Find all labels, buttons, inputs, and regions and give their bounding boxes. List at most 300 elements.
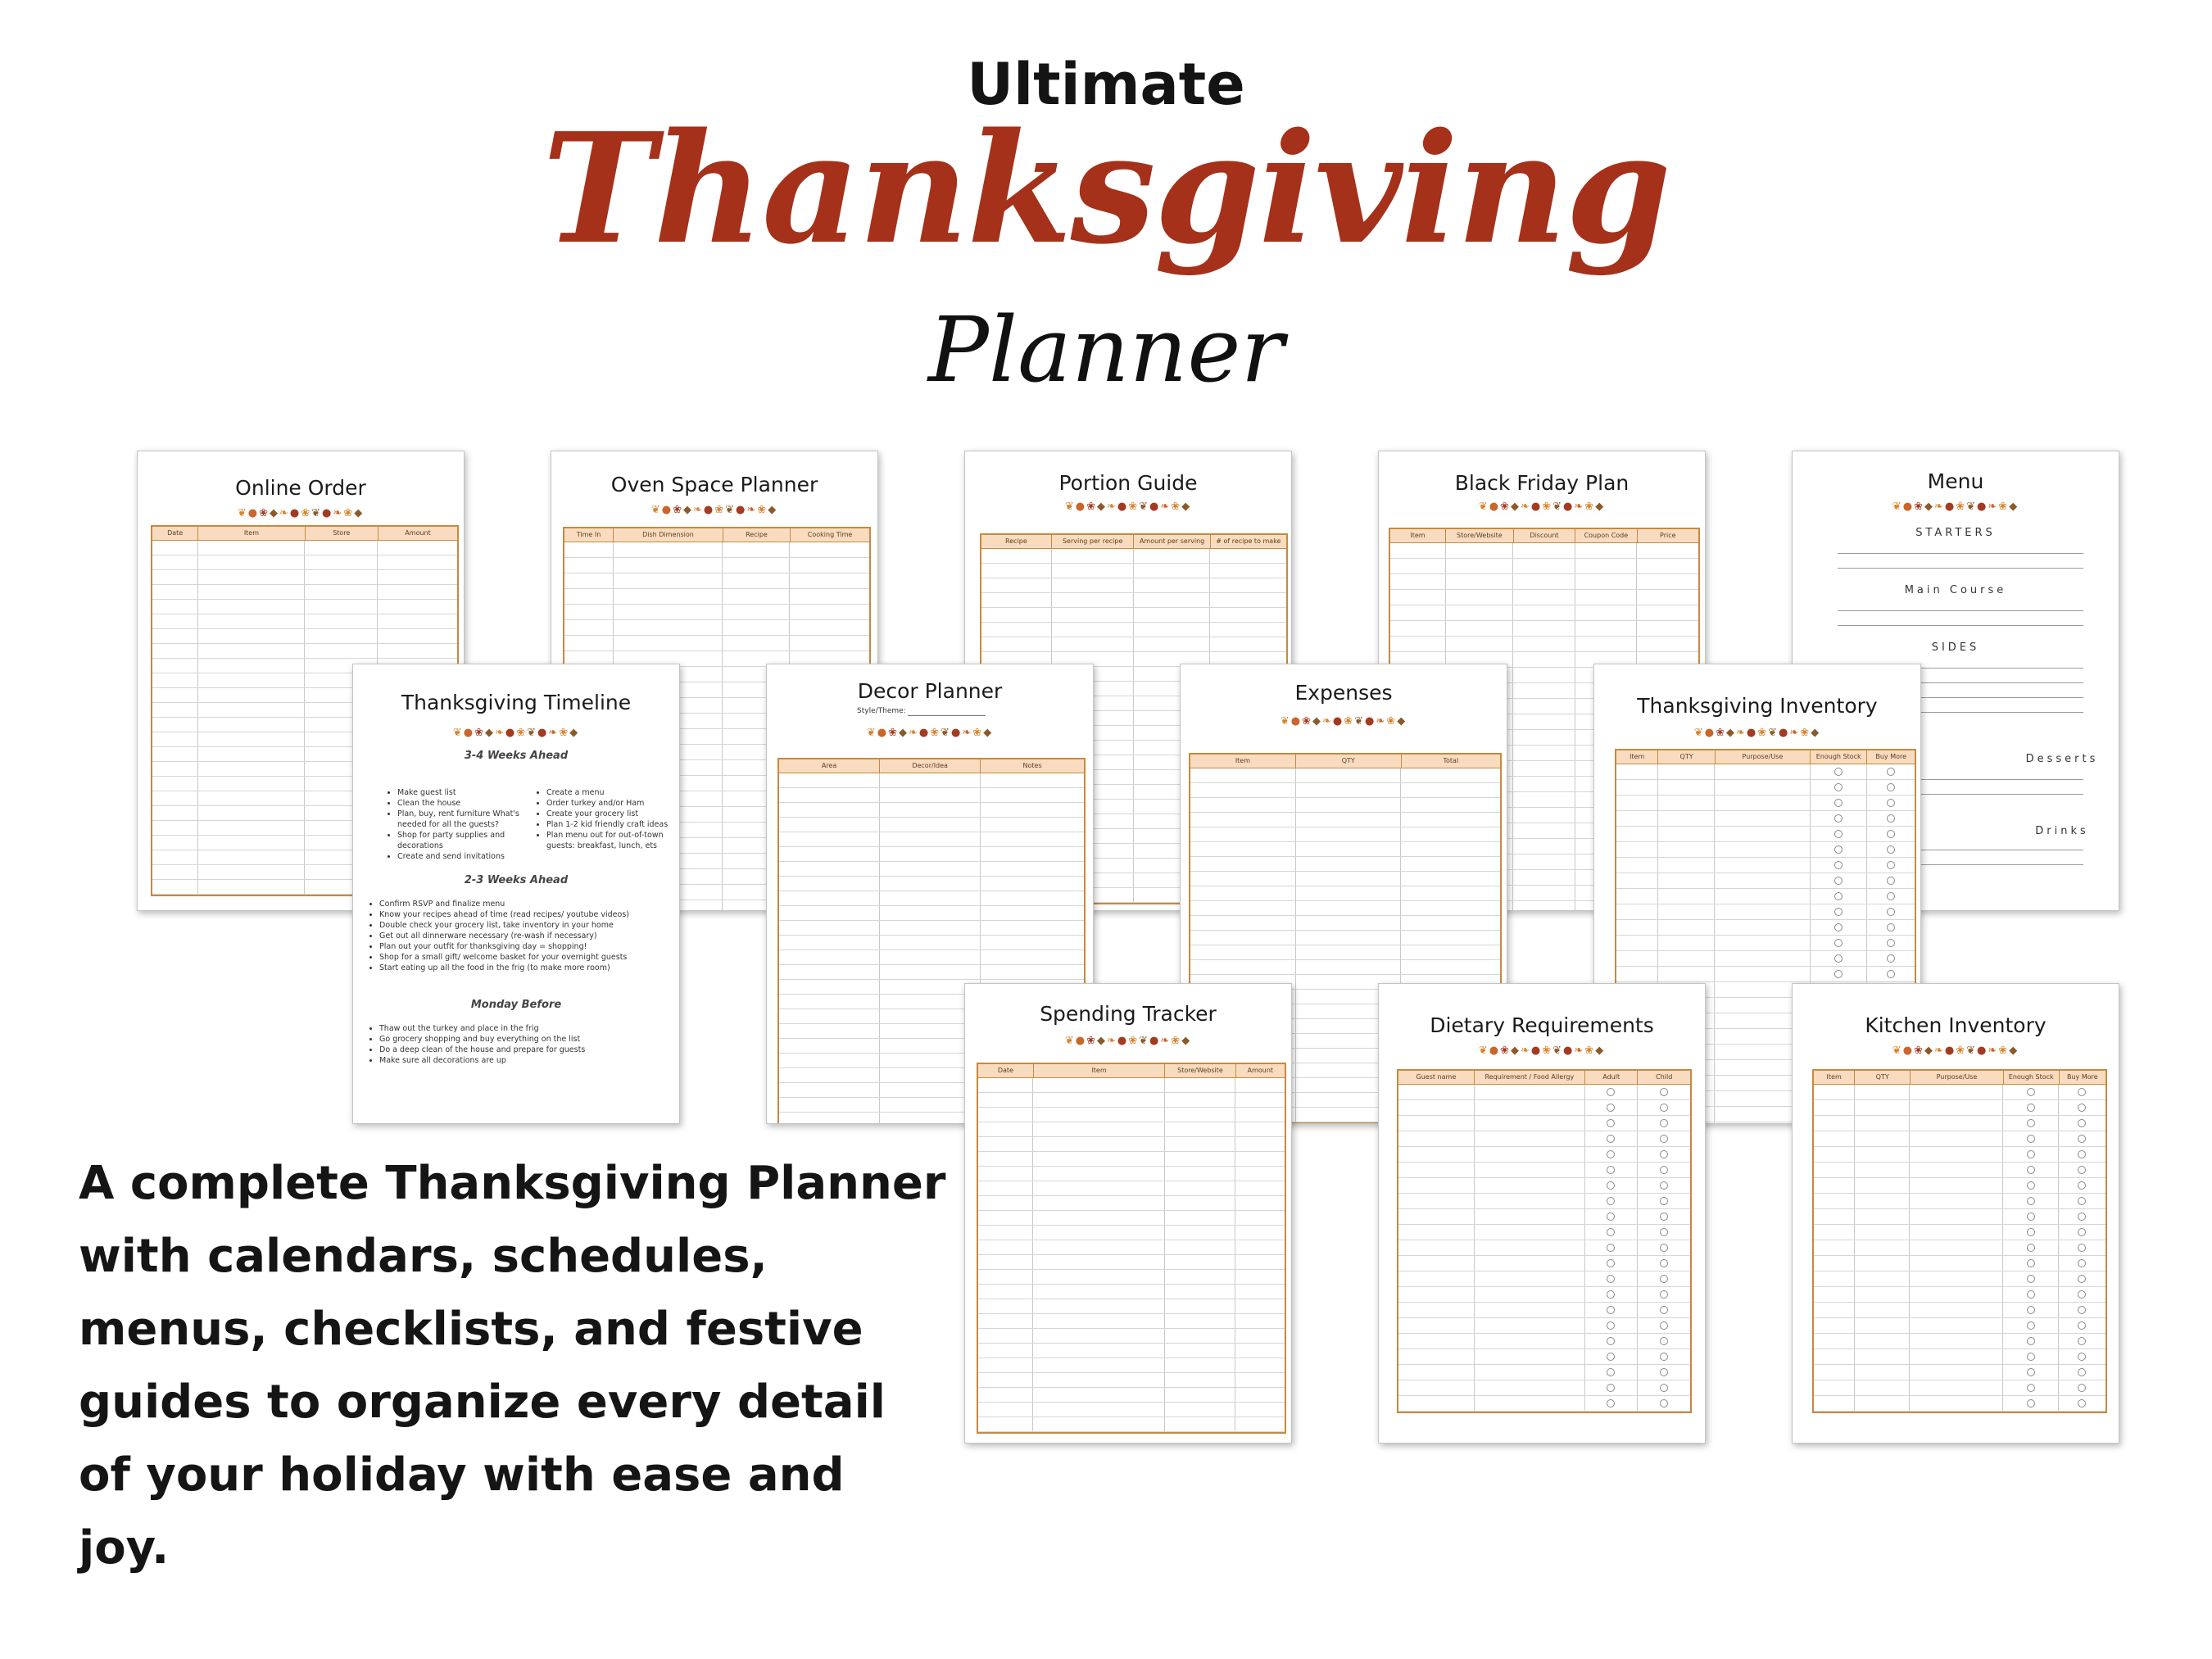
header-ultimate: Ultimate <box>967 51 1245 118</box>
list-item: • Go grocery shopping and buy everything on the list <box>379 1034 680 1045</box>
leaf-icon: ❀ <box>301 507 312 519</box>
table-cell <box>978 1255 1033 1269</box>
table-cell <box>1296 798 1402 812</box>
table-cell <box>564 589 614 604</box>
table-row <box>1190 916 1500 931</box>
checkbox-circle-icon <box>1660 1135 1668 1143</box>
table-cell <box>779 1068 880 1082</box>
table-cell <box>1658 764 1715 779</box>
leaf-icon: ❦ <box>1478 501 1489 513</box>
table-cell <box>1475 1334 1585 1349</box>
table-cell <box>2003 1100 2059 1115</box>
leaf-icon: ◆ <box>682 504 693 516</box>
table-cell <box>1190 886 1296 900</box>
checkbox-circle-icon <box>2027 1244 2035 1252</box>
table-row <box>564 620 869 636</box>
table-cell <box>152 629 198 643</box>
page-title: Decor Planner <box>857 679 1003 703</box>
table-cell <box>1235 1226 1285 1240</box>
table-row <box>1398 1131 1690 1147</box>
table-cell <box>1165 1270 1235 1284</box>
table-cell <box>1134 578 1210 592</box>
table-cell <box>564 636 614 650</box>
table-cell <box>1475 1116 1585 1131</box>
table-cell <box>1033 1314 1165 1328</box>
table-cell <box>1616 873 1658 888</box>
table-cell <box>723 542 790 557</box>
leaf-icon: ❧ <box>1376 715 1387 728</box>
checkbox-circle-icon <box>1660 1150 1668 1158</box>
table-cell <box>1585 1287 1638 1302</box>
table-cell <box>1658 827 1715 841</box>
table-cell <box>2003 1131 2059 1146</box>
table-cell <box>1190 872 1296 886</box>
checkbox-circle-icon <box>1887 768 1895 776</box>
list-item: • Shop for party supplies and decorations <box>397 830 537 851</box>
table-cell <box>614 636 723 650</box>
table-cell <box>198 762 305 776</box>
checkbox-circle-icon <box>1607 1290 1615 1299</box>
checkbox-circle-icon <box>1834 923 1843 931</box>
table-cell <box>880 965 981 979</box>
table-cell <box>1715 873 1810 888</box>
checkbox-circle-icon <box>1607 1213 1615 1221</box>
column-header: Amount <box>1247 1067 1274 1074</box>
table-row <box>779 788 1084 803</box>
table-cell <box>1658 920 1715 935</box>
table-header <box>1616 750 1915 764</box>
table-cell <box>152 718 198 732</box>
table-cell <box>1638 1163 1690 1177</box>
column-header: Item <box>1814 1071 1855 1084</box>
page-spending-tracker <box>964 983 1292 1444</box>
table-row <box>1814 1349 2105 1365</box>
table-cell <box>1575 621 1637 636</box>
table-cell <box>152 777 198 791</box>
pumpkin-icon: ◆ <box>2009 501 2019 513</box>
table-row <box>1398 1334 1690 1349</box>
checkbox-circle-icon <box>1834 939 1843 947</box>
table-cell <box>1513 746 1575 760</box>
table-cell <box>1585 1318 1638 1333</box>
table-cell <box>614 620 723 635</box>
table-cell <box>1637 605 1698 620</box>
table-cell <box>1637 574 1698 589</box>
table-cell <box>1052 637 1134 651</box>
column-header: Adult <box>1585 1071 1639 1084</box>
pumpkin-icon: ● <box>1977 1045 1988 1057</box>
garland-decoration <box>138 507 464 519</box>
header-subtitle: Planner <box>927 297 1285 402</box>
page-title: Menu <box>1927 469 1984 493</box>
table-cell <box>1033 1403 1165 1416</box>
acorn-icon: ❧ <box>908 727 919 739</box>
checkbox-circle-icon <box>2027 1150 2035 1158</box>
table-cell <box>1033 1344 1165 1358</box>
table-cell <box>2003 1147 2059 1162</box>
table-cell <box>152 836 198 850</box>
checkbox-circle-icon <box>1834 783 1843 791</box>
table-cell <box>1165 1417 1235 1431</box>
pumpkin-icon: ◆ <box>1181 501 1192 513</box>
checkbox-circle-icon <box>2027 1321 2035 1330</box>
table-cell <box>378 644 457 658</box>
acorn-icon: ● <box>661 504 673 516</box>
table-cell <box>1475 1256 1585 1271</box>
table-cell <box>1814 1334 1855 1349</box>
table-cell <box>1210 608 1286 622</box>
table-cell <box>978 1373 1033 1387</box>
table-cell <box>1910 1085 2003 1099</box>
table-header <box>564 528 869 542</box>
list-item: • Create your grocery list <box>546 809 680 819</box>
table-cell <box>981 832 1084 846</box>
table-cell <box>1814 1349 1855 1364</box>
table-cell <box>1616 889 1658 904</box>
acorn-icon: ❀ <box>972 727 984 739</box>
page-title: Dietary Requirements <box>1430 1013 1654 1037</box>
table-cell <box>779 906 880 920</box>
table-cell <box>2003 1209 2059 1224</box>
table-cell <box>1658 858 1715 873</box>
table-cell <box>1235 1196 1285 1210</box>
table-cell <box>1658 873 1715 888</box>
table-cell <box>1910 1303 2003 1317</box>
table-cell <box>1513 870 1575 885</box>
table-cell <box>152 850 198 864</box>
table-cell <box>1575 590 1637 605</box>
table-cell <box>1390 543 1446 558</box>
table-cell <box>1398 1380 1475 1395</box>
table-row <box>1398 1100 1690 1116</box>
table-cell <box>790 620 869 635</box>
table-row <box>1814 1271 2105 1287</box>
leaf-icon: ◆ <box>1725 727 1736 739</box>
table-cell <box>1811 904 1867 919</box>
table-cell <box>1638 1334 1690 1349</box>
leaf-icon: ❀ <box>516 727 528 739</box>
table-cell <box>1210 637 1286 651</box>
table-cell <box>2059 1209 2105 1224</box>
acorn-icon: ❦ <box>1552 501 1564 513</box>
table-cell <box>1390 559 1446 573</box>
table-cell <box>1165 1285 1235 1299</box>
table-cell <box>1390 637 1446 651</box>
table-row <box>1398 1349 1690 1365</box>
table-cell <box>1867 842 1915 857</box>
pumpkin-icon: ◆ <box>354 507 365 519</box>
table-cell <box>978 1196 1033 1210</box>
table-cell <box>2003 1225 2059 1240</box>
table-row <box>1190 842 1500 857</box>
table-cell <box>1638 1271 1690 1286</box>
pumpkin-icon: ● <box>1365 715 1376 728</box>
table-cell <box>1401 857 1500 871</box>
pumpkin-icon: ◆ <box>1397 715 1407 728</box>
checkbox-circle-icon <box>1660 1321 1668 1330</box>
table-row <box>1398 1116 1690 1131</box>
table-cell <box>378 541 457 555</box>
checkbox-circle-icon <box>1607 1321 1615 1330</box>
table-cell <box>1811 936 1867 950</box>
table-row <box>1814 1303 2105 1318</box>
table-cell <box>1475 1287 1585 1302</box>
garland-decoration <box>1379 1045 1705 1057</box>
table-cell <box>1210 623 1286 637</box>
table-cell <box>1235 1388 1285 1402</box>
table-cell <box>1658 936 1715 950</box>
table-cell <box>723 620 790 635</box>
table-cell <box>1855 1334 1911 1349</box>
table-cell <box>978 1388 1033 1402</box>
table-cell <box>1910 1100 2003 1115</box>
pumpkin-icon: ❀ <box>888 727 899 739</box>
table-row <box>978 1314 1285 1329</box>
table-cell <box>1638 1194 1690 1208</box>
table-cell <box>790 605 869 619</box>
checkbox-circle-icon <box>2078 1119 2086 1127</box>
acorn-icon: ● <box>1075 501 1087 513</box>
table-row <box>779 862 1084 877</box>
checkbox-circle-icon <box>2078 1384 2086 1392</box>
table-cell <box>1585 1256 1638 1271</box>
table-row <box>978 1388 1285 1403</box>
table-cell <box>1210 564 1286 578</box>
checkbox-circle-icon <box>1834 877 1843 885</box>
leaf-icon: ❧ <box>548 727 560 739</box>
table-cell <box>1190 945 1296 959</box>
table-cell <box>1513 761 1575 776</box>
checkbox-circle-icon <box>1887 830 1895 838</box>
menu-section-heading: Drinks <box>2035 825 2089 837</box>
table-cell <box>305 585 378 599</box>
table-row <box>1398 1147 1690 1163</box>
table-cell <box>1475 1194 1585 1208</box>
table-cell <box>1165 1314 1235 1328</box>
acorn-icon: ● <box>1704 727 1716 739</box>
table-cell <box>1401 960 1500 974</box>
table-cell <box>880 773 981 787</box>
acorn-icon: ● <box>463 727 475 739</box>
table-cell <box>152 659 198 673</box>
table-cell <box>1638 1303 1690 1317</box>
table-cell <box>981 906 1084 920</box>
checkbox-circle-icon <box>1887 783 1895 791</box>
dietary-table <box>1397 1069 1692 1413</box>
table-cell <box>1235 1078 1285 1092</box>
table-cell <box>1910 1225 2003 1240</box>
table-cell <box>790 636 869 650</box>
acorn-icon: ● <box>1902 501 1915 513</box>
table-row <box>978 1122 1285 1137</box>
table-row <box>1190 783 1500 798</box>
table-cell <box>1398 1334 1475 1349</box>
table-cell <box>1638 1396 1690 1411</box>
table-cell <box>1658 811 1715 826</box>
table-row <box>1814 1209 2105 1225</box>
table-cell <box>1814 1194 1855 1208</box>
leaf-icon: ❀ <box>930 727 941 739</box>
table-cell <box>2059 1380 2105 1395</box>
table-cell <box>790 573 869 588</box>
table-cell <box>1814 1256 1855 1271</box>
table-cell <box>198 703 305 717</box>
table-cell <box>1638 1178 1690 1193</box>
menu-section-heading: Desserts <box>2025 753 2099 765</box>
table-cell <box>1235 1403 1285 1416</box>
table-cell <box>1811 811 1867 826</box>
table-cell <box>1910 1318 2003 1333</box>
table-cell <box>1210 549 1286 563</box>
checkbox-circle-icon <box>1607 1337 1615 1345</box>
pumpkin-icon: ◆ <box>569 727 580 739</box>
checkbox-circle-icon <box>1887 814 1895 823</box>
table-cell <box>1910 1240 2003 1255</box>
checkbox-circle-icon <box>2078 1228 2086 1236</box>
table-cell <box>1398 1225 1475 1240</box>
checkbox-circle-icon <box>1607 1306 1615 1314</box>
column-header: Enough Stock <box>2004 1071 2060 1084</box>
table-cell <box>1638 1365 1690 1380</box>
table-row <box>1814 1100 2105 1116</box>
table-cell <box>1475 1147 1585 1162</box>
table-cell <box>1910 1256 2003 1271</box>
table-cell <box>723 558 790 573</box>
table-cell <box>1165 1196 1235 1210</box>
table-cell <box>2059 1116 2105 1131</box>
list-item: • Plan menu out for out-of-town guests: breakfast, lunch, ets <box>546 830 680 851</box>
checkbox-circle-icon <box>2027 1135 2035 1143</box>
table-cell <box>2059 1085 2105 1099</box>
table-cell <box>1513 823 1575 838</box>
table-cell <box>1475 1365 1585 1380</box>
checkbox-circle-icon <box>1607 1119 1615 1127</box>
table-cell <box>1033 1108 1165 1122</box>
table-cell <box>981 623 1052 637</box>
table-cell <box>1855 1100 1911 1115</box>
acorn-icon: ❦ <box>1354 715 1366 728</box>
table-cell <box>779 965 880 979</box>
pumpkin-icon: ● <box>1332 715 1344 728</box>
garland-decoration <box>1379 501 1705 513</box>
table-cell <box>790 589 869 604</box>
table-row <box>1190 901 1500 916</box>
table-cell <box>1811 858 1867 873</box>
table-cell <box>981 891 1084 905</box>
table-row <box>1390 590 1698 605</box>
table-cell <box>1814 1085 1855 1099</box>
table-cell <box>981 936 1084 950</box>
table-row <box>978 1093 1285 1108</box>
table-cell <box>1296 857 1402 871</box>
table-header <box>1814 1071 2105 1085</box>
table-cell <box>1398 1085 1475 1099</box>
table-cell <box>1585 1100 1638 1115</box>
table-row <box>978 1152 1285 1167</box>
table-row <box>1616 796 1915 811</box>
leaf-icon: ❧ <box>1988 501 1999 513</box>
table-cell <box>1296 945 1402 959</box>
pumpkin-icon: ● <box>1530 1045 1543 1057</box>
table-cell <box>1475 1240 1585 1255</box>
table-row <box>1398 1209 1690 1225</box>
table-row <box>779 965 1084 980</box>
checkbox-circle-icon <box>2078 1244 2086 1252</box>
table-cell <box>1235 1181 1285 1195</box>
column-header: Item <box>198 527 305 540</box>
table-cell <box>1867 780 1915 795</box>
table-cell <box>1855 1131 1911 1146</box>
table-cell <box>378 614 457 628</box>
pumpkin-icon: ● <box>1944 501 1956 513</box>
table-cell <box>1867 858 1915 873</box>
checkbox-circle-icon <box>2027 1353 2035 1361</box>
table-cell <box>1134 564 1210 578</box>
list-item: • Double check your grocery list, take inventory in your home <box>379 920 680 931</box>
table-row <box>779 877 1084 891</box>
table-cell <box>1165 1078 1235 1092</box>
table-cell <box>1165 1329 1235 1343</box>
table-row <box>981 623 1286 637</box>
leaf-icon: ❦ <box>1064 1035 1076 1047</box>
checkbox-circle-icon <box>1834 970 1843 978</box>
acorn-icon: ❦ <box>1966 1045 1978 1057</box>
leaf-icon: ❦ <box>1892 1045 1903 1057</box>
table-cell <box>198 644 305 658</box>
table-cell <box>1401 827 1500 841</box>
table-cell <box>1033 1226 1165 1240</box>
timeline-list <box>535 787 680 851</box>
table-cell <box>1446 543 1514 558</box>
menu-line <box>1838 553 2083 554</box>
table-cell <box>1814 1396 1855 1411</box>
column-header: Amount per serving <box>1134 535 1210 548</box>
table-cell <box>1033 1240 1165 1254</box>
checkbox-circle-icon <box>1834 892 1843 900</box>
table-cell <box>1398 1256 1475 1271</box>
column-header: Child <box>1656 1073 1673 1081</box>
checkbox-circle-icon <box>1660 1399 1668 1407</box>
table-cell <box>1585 1116 1638 1131</box>
table-row <box>978 1240 1285 1255</box>
table-cell <box>1165 1299 1235 1313</box>
acorn-icon: ❦ <box>1966 501 1978 513</box>
leaf-icon: ❀ <box>714 504 726 516</box>
table-cell <box>1296 901 1402 915</box>
table-cell <box>614 573 723 588</box>
table-cell <box>779 862 880 876</box>
pumpkin-icon: ● <box>322 507 333 519</box>
table-cell <box>1638 1225 1690 1240</box>
checkbox-circle-icon <box>1887 908 1895 916</box>
pumpkin-icon: ◆ <box>983 727 994 739</box>
table-cell <box>1190 827 1296 841</box>
table-cell <box>981 788 1084 802</box>
table-row <box>1616 811 1915 827</box>
table-cell <box>1638 1085 1690 1099</box>
table-cell <box>779 847 880 861</box>
table-cell <box>1814 1163 1855 1177</box>
checkbox-circle-icon <box>1607 1135 1615 1143</box>
leaf-icon: ❦ <box>452 727 464 739</box>
column-header: Time In <box>564 528 614 542</box>
table-row <box>1814 1334 2105 1349</box>
table-cell <box>1585 1349 1638 1364</box>
checkbox-circle-icon <box>1660 1275 1668 1283</box>
menu-section-heading: Main Course <box>1904 584 2007 596</box>
table-header <box>1398 1071 1690 1085</box>
table-row <box>1190 768 1500 783</box>
